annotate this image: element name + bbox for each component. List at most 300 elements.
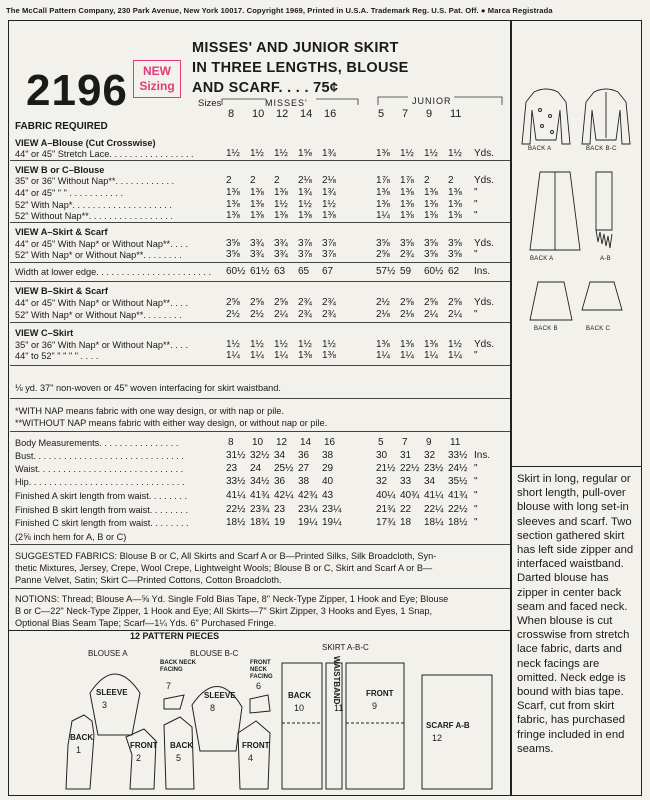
scarf-sketch [596,172,612,230]
body-value-cell: 43 [322,490,334,501]
notions-line-1 [15,593,448,605]
row-label: 35" or 36" Without Nap**. . . . . . . . . . . . [15,176,175,186]
row-label: Width at lower edge. . . . . . . . . . . . . . . . . . . . . . . [15,267,212,277]
pattern-number: 2196 [26,66,128,115]
fabric-value-cell: 1⅜ [322,350,336,361]
size-header-cell: 9 [426,108,433,120]
size-brackets [218,95,508,109]
fabric-value-cell: 1½ [226,339,240,350]
body-value-cell: 32 [424,450,436,461]
fabric-value-cell: 2¼ [448,309,462,320]
body-value-cell: 35½ [448,476,468,487]
notions-line-3: Optional Bias Seam Tape; Scarf—1¼ Yds. 6" Purchased Fringe. [15,618,277,628]
body-value-cell: 34 [274,450,286,461]
fabric-value-cell: 2⅛ [298,175,312,186]
back-facing-7-shape [164,695,184,709]
body-unit-cell: " [474,504,478,515]
body-size-cell: 7 [402,437,408,448]
interfacing-note: ⅛ yd. 37" non-woven or 45" woven interfacing for skirt waistband. [15,383,281,393]
body-value-cell: 32½ [250,450,270,461]
fabric-value-cell: 1⅜ [424,339,438,350]
body-value-cell: 38 [298,476,310,487]
fabric-value-cell: 1½ [274,148,288,159]
fabric-value-cell: 3⅝ [424,238,438,249]
row-label: 52" With Nap* or Without Nap**. . . . . . . . [15,250,182,260]
fabric-value-cell: 61½ [250,266,270,277]
body-row-label: Waist. . . . . . . . . . . . . . . . . . . . . . . . . . . . . [15,464,184,474]
size-header-cell: 16 [324,108,337,120]
body-value-cell: 34½ [250,476,270,487]
fabric-value-cell: 1¼ [250,350,264,361]
fabric-required-heading: FABRIC REQUIRED [15,121,108,132]
fabric-value-cell: 1⅜ [250,199,264,210]
fabric-value-cell: 3⅞ [322,249,336,260]
body-value-cell: 42¼ [274,490,294,501]
fabric-value-cell: 1½ [322,199,336,210]
body-row-label: Finished B skirt length from waist. . . . . . . . [15,505,189,515]
row-label: 52" Without Nap**. . . . . . . . . . . . . . . . . [15,211,173,221]
body-row-label: Bust. . . . . . . . . . . . . . . . . . . . . . . . . . . . . . [15,451,184,461]
fabric-value-cell: 1½ [322,339,336,350]
badge-line-2: Sizing [139,79,175,93]
pattern-piece-number: 9 [372,701,378,711]
fabric-value-cell: 1⅜ [448,210,462,221]
fabric-value-cell: 3⅝ [424,249,438,260]
fabric-value-cell: 1⅜ [448,187,462,198]
pattern-piece-name: SCARF A-B [426,721,470,730]
fabric-value-cell: 1⅜ [376,148,390,159]
fabric-value-cell: 57½ [376,266,396,277]
row-label: 44" to 52" " " " " . . . . [15,351,99,361]
fabric-value-cell: 3⅝ [448,238,462,249]
fabric-value-cell: 3¾ [274,238,288,249]
body-value-cell: 34 [424,476,436,487]
fabric-value-cell: 1⅜ [226,199,240,210]
body-value-cell: 32 [376,476,388,487]
unit-cell: " [474,350,478,361]
suggested-line-1 [15,550,436,562]
fabric-value-cell: 1½ [298,339,312,350]
suggested-line-3: Panne Velvet, Satin; Skirt C—Printed Cottons, Cotton Broadcloth. [15,575,282,585]
fabric-value-cell: 2 [274,175,280,186]
body-value-cell: 18¼ [424,517,444,528]
body-value-cell: 22 [400,504,412,515]
pattern-piece-name: FRONT [130,741,158,750]
fabric-value-cell: 63 [274,266,286,277]
fabric-value-cell: 2⅛ [376,309,390,320]
body-size-cell: 14 [300,437,312,448]
fabric-value-cell: 3⅝ [448,249,462,260]
body-unit-cell: " [474,476,478,487]
sketch-label-back-c: BACK C [586,326,611,332]
fabric-value-cell: 3⅞ [298,238,312,249]
body-row-label: Finished A skirt length from waist. . . . . . . . [15,491,188,501]
fabric-value-cell: 1⅜ [424,199,438,210]
body-size-cell: 12 [276,437,288,448]
body-unit-cell: " [474,517,478,528]
new-sizing-badge [133,60,181,98]
unit-cell: Yds. [474,175,495,186]
body-value-cell: 19 [274,517,286,528]
fabric-value-cell: 60½ [424,266,444,277]
garment-sketches [512,80,640,340]
title-line-1: MISSES' AND JUNIOR SKIRT [192,40,399,56]
pattern-description: Skirt in long, regular or short length, pull-over blouse with long set-in sleeves and scarf. Two section gathered skirt has left side zipper and interfaced waistband. Darted blouse has zipper in center back seam and faced neck. When blouse is cut crosswise from stretch lace fabric, darts and neck facings are omitted. Neck edge is bound with bias tape. Scarf, cut from skirt fabric, has purchased fringe included in end seams. [517,473,634,755]
fabric-value-cell: 1⅜ [400,339,414,350]
body-value-cell: 17¾ [376,517,396,528]
fabric-value-cell: 1⅜ [424,187,438,198]
section-rule [10,431,510,432]
fabric-value-cell: 3⅞ [298,249,312,260]
fabric-value-cell: 2⅝ [226,297,240,308]
row-label: 44" or 45" " " . . . . . . . . . . . [15,188,124,198]
unit-cell: " [474,309,478,320]
fabric-value-cell: 59 [400,266,412,277]
pattern-title [192,38,409,98]
sizes-label: Sizes [198,98,222,109]
notions-text-1: Thread; Blouse A—⅝ Yd. Single Fold Bias Tape, 8" Neck-Type Zipper, 1 Hook and Eye; Blouse [59,594,449,604]
fabric-value-cell: 2½ [250,309,264,320]
fabric-value-cell: 1⅞ [376,175,390,186]
fabric-value-cell: 1⅞ [400,175,414,186]
fabric-value-cell: 3¾ [250,249,264,260]
body-value-cell: 19¼ [322,517,342,528]
fabric-value-cell: 1¾ [298,187,312,198]
fabric-value-cell: 1⅜ [298,210,312,221]
body-value-cell: 23¾ [250,504,270,515]
body-value-cell: 18½ [448,517,468,528]
fabric-value-cell: 1¼ [400,350,414,361]
row-label: 52" With Nap*. . . . . . . . . . . . . . . . . . . . [15,200,172,210]
pattern-piece-name: WAISTBAND [332,656,341,705]
fabric-value-cell: 3⅝ [376,238,390,249]
fabric-value-cell: 1½ [250,148,264,159]
fabric-value-cell: 3¾ [250,238,264,249]
back-c-skirt-sketch [582,282,622,310]
view-heading: VIEW C–Skirt [15,328,74,338]
title-line-2: IN THREE LENGTHS, BLOUSE [192,60,409,76]
fabric-value-cell: 1⅜ [424,210,438,221]
body-value-cell: 21½ [376,463,396,474]
view-heading: VIEW A–Blouse (Cut Crosswise) [15,138,156,148]
pattern-piece-name: BACK [288,691,312,700]
sleeve-3-shape [90,674,140,735]
fabric-value-cell: 2¾ [400,249,414,260]
pattern-piece-number: 2 [136,753,142,763]
suggested-lead: SUGGESTED FABRICS: [15,551,118,561]
size-header-cell: 8 [228,108,235,120]
fabric-value-cell: 1⅜ [376,199,390,210]
row-label: 44" or 45" With Nap* or Without Nap**. . . . [15,239,188,249]
fabric-value-cell: 1½ [274,339,288,350]
fabric-value-cell: 1¼ [424,350,438,361]
fabric-value-cell: 1¼ [376,210,390,221]
fabric-value-cell: 1⅜ [376,339,390,350]
fabric-value-cell: 1⅜ [250,187,264,198]
body-value-cell: 31 [400,450,412,461]
fabric-value-cell: 3¾ [274,249,288,260]
body-value-cell: 23¼ [298,504,318,515]
fabric-value-cell: 1¼ [274,350,288,361]
hem-note: (2⅝ inch hem for A, B or C) [15,532,127,542]
fabric-value-cell: 2⅛ [400,309,414,320]
fabric-value-cell: 2½ [376,297,390,308]
suggested-line-2: thetic Mixtures, Jersey, Crepe, Wool Crepe, Lightweight Wools; Blouse B or C, Skirt and Scarf A or B— [15,563,433,573]
fabric-value-cell: 2¾ [322,297,336,308]
fabric-value-cell: 2¾ [298,297,312,308]
fabric-value-cell: 2 [226,175,232,186]
fabric-value-cell: 2 [424,175,430,186]
pattern-piece-number: 10 [294,703,305,713]
fabric-value-cell: 1⅜ [250,210,264,221]
body-heading: Body Measurements. . . . . . . . . . . . . . . . [15,438,179,448]
junior-label: JUNIOR [412,96,452,106]
view-heading: VIEW B or C–Blouse [15,165,105,175]
body-value-cell: 38 [322,450,334,461]
fabric-value-cell: 2⅝ [274,297,288,308]
unit-cell: Yds. [474,339,495,350]
body-value-cell: 24 [250,463,262,474]
blouse-a-label: BLOUSE A [88,649,128,658]
size-header-cell: 11 [450,108,462,120]
pattern-piece-name: BACK [170,741,194,750]
sketch-label-back-a-skirt: BACK A [530,256,554,262]
fabric-value-cell: 2⅝ [448,297,462,308]
view-heading: VIEW B–Skirt & Scarf [15,286,108,296]
body-value-cell: 25½ [274,463,294,474]
unit-cell: Yds. [474,238,495,249]
row-label: 44" or 45" With Nap* or Without Nap**. . . . [15,298,188,308]
pattern-piece-number: 7 [166,681,172,691]
back-a-blouse-sketch [522,89,570,144]
fabric-value-cell: 1½ [274,199,288,210]
fabric-value-cell: 1¼ [226,350,240,361]
pattern-piece-number: 5 [176,753,182,763]
body-value-cell: 19¼ [298,517,318,528]
skirt-front-9-shape [346,663,404,789]
body-value-cell: 42¾ [298,490,318,501]
unit-cell: " [474,249,478,260]
pattern-piece-number: 4 [248,753,254,763]
with-nap-note: *WITH NAP means fabric with one way design, or with nap or pile. [15,406,284,416]
fabric-value-cell: 1⅜ [400,210,414,221]
fabric-value-cell: 1⅝ [298,148,312,159]
pattern-pieces-title: 12 PATTERN PIECES [130,631,220,641]
body-value-cell: 40¼ [376,490,396,501]
body-value-cell: 22½ [226,504,246,515]
body-size-cell: 8 [228,437,234,448]
back-b-skirt-sketch [530,282,572,320]
pattern-piece-name: BACK [70,733,94,742]
body-value-cell: 41¼ [226,490,246,501]
body-row-label: Hip. . . . . . . . . . . . . . . . . . . . . . . . . . . . . . . [15,477,185,487]
view-heading: VIEW A–Skirt & Scarf [15,227,108,237]
pattern-piece-name: FRONT [242,741,270,750]
fabric-value-cell: 1⅜ [448,199,462,210]
pattern-piece-name: SLEEVE [204,691,236,700]
table-rule [10,281,510,282]
body-value-cell: 23¼ [322,504,342,515]
pattern-piece-name: FRONT NECK FACING [250,660,273,680]
body-size-cell: 9 [426,437,432,448]
fabric-value-cell: 62 [448,266,460,277]
title-line-3: AND SCARF. . . . 75¢ [192,80,339,96]
suggested-text-1: Blouse B or C, All Skirts and Scarf A or B—Printed Silks, Silk Broadcloth, Syn- [117,551,437,561]
pattern-piece-name: FRONT [366,689,394,698]
body-value-cell: 41¾ [448,490,468,501]
body-value-cell: 30 [376,450,388,461]
pattern-piece-number: 12 [432,733,443,743]
without-nap-note: **WITHOUT NAP means fabric with either way design, or without nap or pile. [15,418,328,428]
sketch-label-back-bc: BACK B-C [586,146,617,152]
fabric-value-cell: 2½ [226,309,240,320]
body-row-label: Finished C skirt length from waist. . . . . . . . [15,518,189,528]
fabric-value-cell: 1¼ [376,350,390,361]
body-value-cell: 36 [274,476,286,487]
body-value-cell: 27 [298,463,310,474]
body-value-cell: 33½ [448,450,468,461]
table-rule [10,322,510,323]
fabric-value-cell: 1½ [448,148,462,159]
fabric-value-cell: 1½ [424,148,438,159]
front-4-shape [238,721,270,789]
unit-cell: " [474,210,478,221]
body-value-cell: 33½ [226,476,246,487]
body-value-cell: 41¼ [424,490,444,501]
skirt-back-10-shape [282,663,322,789]
row-label: 35" or 36" With Nap* or Without Nap**. . . . [15,340,188,350]
fabric-value-cell: 65 [298,266,310,277]
body-value-cell: 23 [274,504,286,515]
front-facing-6-shape [250,695,270,713]
size-header-cell: 10 [252,108,265,120]
table-rule [10,262,510,263]
fabric-value-cell: 1¼ [448,350,462,361]
sketch-label-back-a: BACK A [528,146,552,152]
table-rule [10,398,510,399]
body-unit-cell: " [474,463,478,474]
fabric-value-cell: 1⅜ [400,199,414,210]
size-header-cell: 14 [300,108,313,120]
body-value-cell: 22½ [448,504,468,515]
body-unit-cell: Ins. [474,450,491,461]
fabric-value-cell: 67 [322,266,334,277]
fabric-value-cell: 2⅝ [376,249,390,260]
table-rule [10,160,510,161]
body-value-cell: 23 [226,463,238,474]
unit-cell: " [474,187,478,198]
fabric-value-cell: 2⅝ [250,297,264,308]
fabric-value-cell: 1½ [400,148,414,159]
pattern-piece-number: 11 [334,703,344,713]
pattern-piece-name: BACK NECK FACING [160,660,196,673]
copyright-line: The McCall Pattern Company, 230 Park Avenue, New York 10017. Copyright 1969, Printed in U.S.A. Trademark Reg. U.S. Pat. Off. ● Marca Registrada [6,6,553,15]
fabric-value-cell: 3⅝ [400,238,414,249]
pattern-piece-number: 8 [210,703,216,713]
table-rule [10,222,510,223]
sketch-label-ab: A-B [600,256,611,262]
row-label: 52" With Nap* or Without Nap**. . . . . . . . [15,310,182,320]
body-value-cell: 22¼ [424,504,444,515]
size-header-cell: 12 [276,108,289,120]
fabric-value-cell: 1⅜ [226,210,240,221]
body-size-cell: 11 [450,437,461,448]
fabric-value-cell: 2¼ [274,309,288,320]
unit-cell: Ins. [474,266,491,277]
fabric-value-cell: 2¾ [322,309,336,320]
body-value-cell: 33 [400,476,412,487]
pattern-piece-number: 6 [256,681,262,691]
pattern-piece-number: 1 [76,745,82,755]
body-size-cell: 16 [324,437,336,448]
skirt-abc-label: SKIRT A-B-C [322,643,369,652]
fabric-value-cell: 3⅝ [226,249,240,260]
fabric-value-cell: 2 [448,175,454,186]
fabric-value-cell: 1⅜ [400,187,414,198]
body-unit-cell: " [474,490,478,501]
body-value-cell: 40¾ [400,490,420,501]
body-value-cell: 18½ [226,517,246,528]
fabric-value-cell: 1⅜ [274,210,288,221]
fabric-value-cell: 1⅜ [274,187,288,198]
pattern-pieces-rule [8,630,510,631]
misses-label: MISSES' [265,98,308,108]
fabric-value-cell: 1⅜ [322,210,336,221]
fabric-value-cell: 3⅞ [322,238,336,249]
size-header-cell: 7 [402,108,409,120]
body-value-cell: 21¾ [376,504,396,515]
unit-cell: Yds. [474,148,495,159]
fabric-value-cell: 2¾ [298,309,312,320]
body-value-cell: 23½ [424,463,444,474]
blouse-bc-label: BLOUSE B-C [190,649,239,658]
body-size-cell: 5 [378,437,384,448]
description-divider [510,466,642,467]
body-value-cell: 36 [298,450,310,461]
fabric-value-cell: 1½ [298,199,312,210]
pattern-piece-name: SLEEVE [96,688,128,697]
section-rule [10,588,510,589]
body-value-cell: 29 [322,463,334,474]
fabric-value-cell: 3⅝ [226,238,240,249]
section-rule [10,544,510,545]
body-size-cell: 10 [252,437,264,448]
body-value-cell: 40 [322,476,334,487]
row-label: 44" or 45" Stretch Lace. . . . . . . . . . . . . . . . . [15,149,194,159]
body-value-cell: 24½ [448,463,468,474]
sketch-label-back-b: BACK B [534,326,558,332]
badge-line-1: NEW [143,64,171,78]
fabric-value-cell: 1⅜ [298,350,312,361]
body-value-cell: 18¾ [250,517,270,528]
table-rule [10,365,510,366]
body-value-cell: 31½ [226,450,246,461]
notions-line-2: B or C—22" Neck-Type Zipper, 1 Hook and Eye; All Skirts—7" Skirt Zipper, 3 Hooks and Eyes, 1 Snap, [15,606,433,616]
body-value-cell: 18 [400,517,412,528]
fabric-value-cell: 1¾ [322,187,336,198]
fabric-value-cell: 1½ [226,148,240,159]
pattern-piece-number: 3 [102,700,108,710]
fabric-value-cell: 2⅝ [400,297,414,308]
unit-cell: Yds. [474,297,495,308]
fabric-value-cell: 2⅛ [322,175,336,186]
size-header-cell: 5 [378,108,385,120]
fabric-value-cell: 1½ [448,339,462,350]
fabric-value-cell: 2¼ [424,309,438,320]
unit-cell: " [474,199,478,210]
fabric-value-cell: 1½ [250,339,264,350]
fabric-value-cell: 1¾ [322,148,336,159]
